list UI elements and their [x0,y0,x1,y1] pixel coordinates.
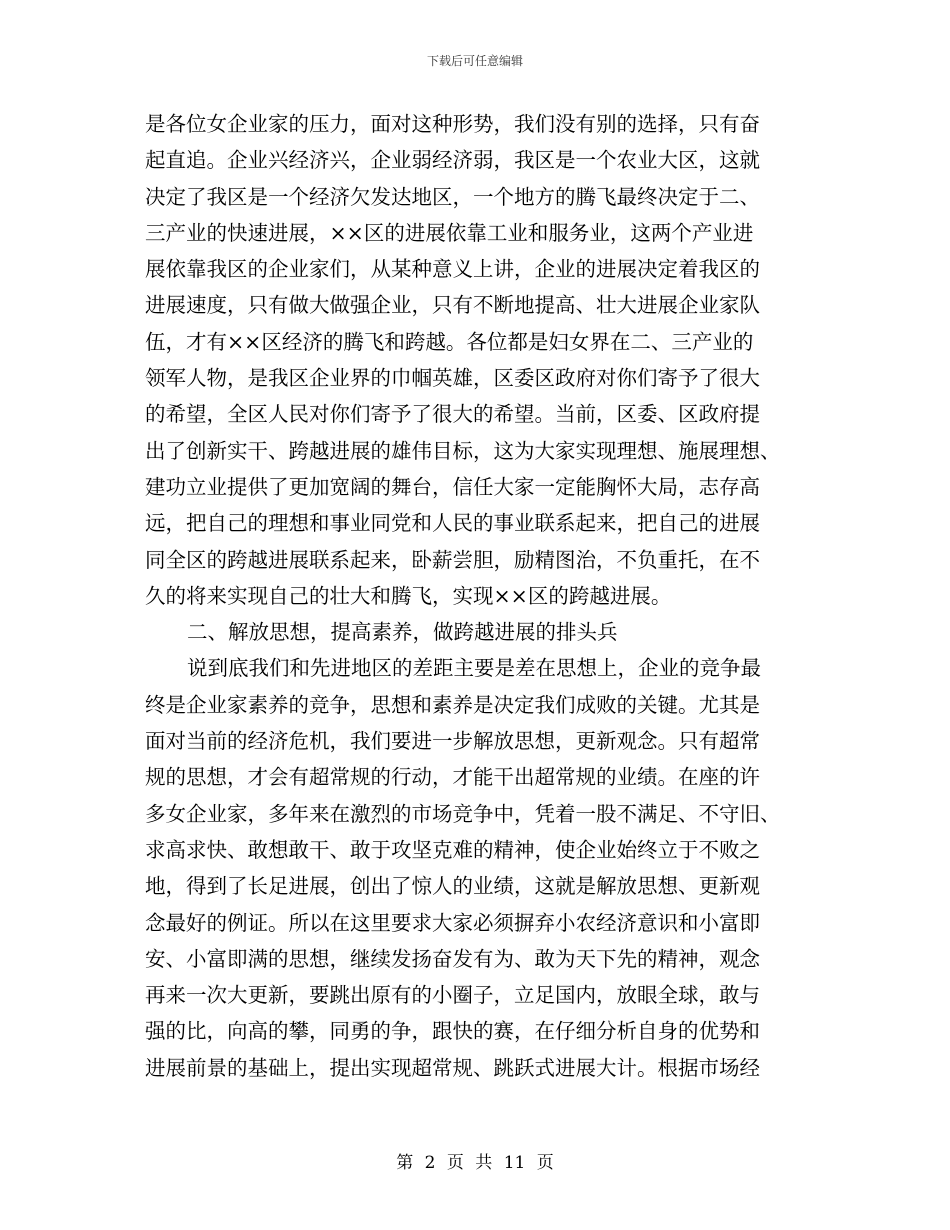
text-line: 久的将来实现自己的壮大和腾飞，实现××区的跨越进展。 [145,583,672,608]
text-line: 展依靠我区的企业家们，从某种意义上讲，企业的进展决定着我区的 [145,257,760,282]
page-number: 第 2 页 共 11 页 [396,1153,554,1173]
text-line: 决定了我区是一个经济欠发达地区，一个地方的腾飞最终决定于二、 [145,184,760,209]
text-line: 进展前景的基础上，提出实现超常规、跳跃式进展大计。根据市场经 [145,1055,760,1080]
text-line: 多女企业家，多年来在激烈的市场竞争中，凭着一股不满足、不守旧、 [145,801,781,826]
paragraph-first-line: 说到底我们和先进地区的差距主要是差在思想上，企业的竞争最 [187,656,761,681]
text-line: 强的比，向高的攀，同勇的争，跟快的赛，在仔细分析自身的优势和 [145,1019,760,1044]
text-line: 面对当前的经济危机，我们要进一步解放思想，更新观念。只有超常 [145,729,760,754]
text-line: 三产业的快速进展，××区的进展依靠工业和服务业，这两个产业进 [145,220,754,245]
text-line: 求高求快、敢想敢干、敢于攻坚克难的精神，使企业始终立于不败之 [145,837,760,862]
text-line: 安、小富即满的思想，继续发扬奋发有为、敢为天下先的精神，观念 [145,946,760,971]
text-line: 远，把自己的理想和事业同党和人民的事业联系起来，把自己的进展 [145,511,760,536]
text-line: 念最好的例证。所以在这里要求大家必须摒弃小农经济意识和小富即 [145,910,760,935]
text-line: 起直追。企业兴经济兴，企业弱经济弱，我区是一个农业大区，这就 [145,148,760,173]
text-line: 的希望，全区人民对你们寄予了很大的希望。当前，区委、区政府提 [145,402,760,427]
text-line: 伍，才有××区经济的腾飞和跨越。各位都是妇女界在二、三产业的 [145,329,754,354]
text-line: 再来一次大更新，要跳出原有的小圈子，立足国内，放眼全球，敢与 [145,983,760,1008]
text-line: 终是企业家素养的竞争，思想和素养是决定我们成败的关键。尤其是 [145,692,760,717]
text-line: 领军人物，是我区企业界的巾帼英雄，区委区政府对你们寄予了很大 [145,366,760,391]
text-line: 地，得到了长足进展，创出了惊人的业绩，这就是解放思想、更新观 [145,874,760,899]
text-line: 同全区的跨越进展联系起来，卧薪尝胆，励精图治，不负重托，在不 [145,547,760,572]
text-line: 规的思想，才会有超常规的行动，才能干出超常规的业绩。在座的许 [145,765,760,790]
page-header: 下载后可任意编辑 [426,54,523,68]
section-heading: 二、解放思想，提高素养，做跨越进展的排头兵 [187,620,618,645]
text-line: 建功立业提供了更加宽阔的舞台，信任大家一定能胸怀大局，志存高 [145,474,760,499]
document-body [145,106,805,1086]
text-line: 出了创新实干、跨越进展的雄伟目标，这为大家实现理想、施展理想、 [145,438,781,463]
text-line: 进展速度，只有做大做强企业，只有不断地提高、壮大进展企业家队 [145,293,760,318]
text-line: 是各位女企业家的压力，面对这种形势，我们没有别的选择，只有奋 [145,112,760,136]
